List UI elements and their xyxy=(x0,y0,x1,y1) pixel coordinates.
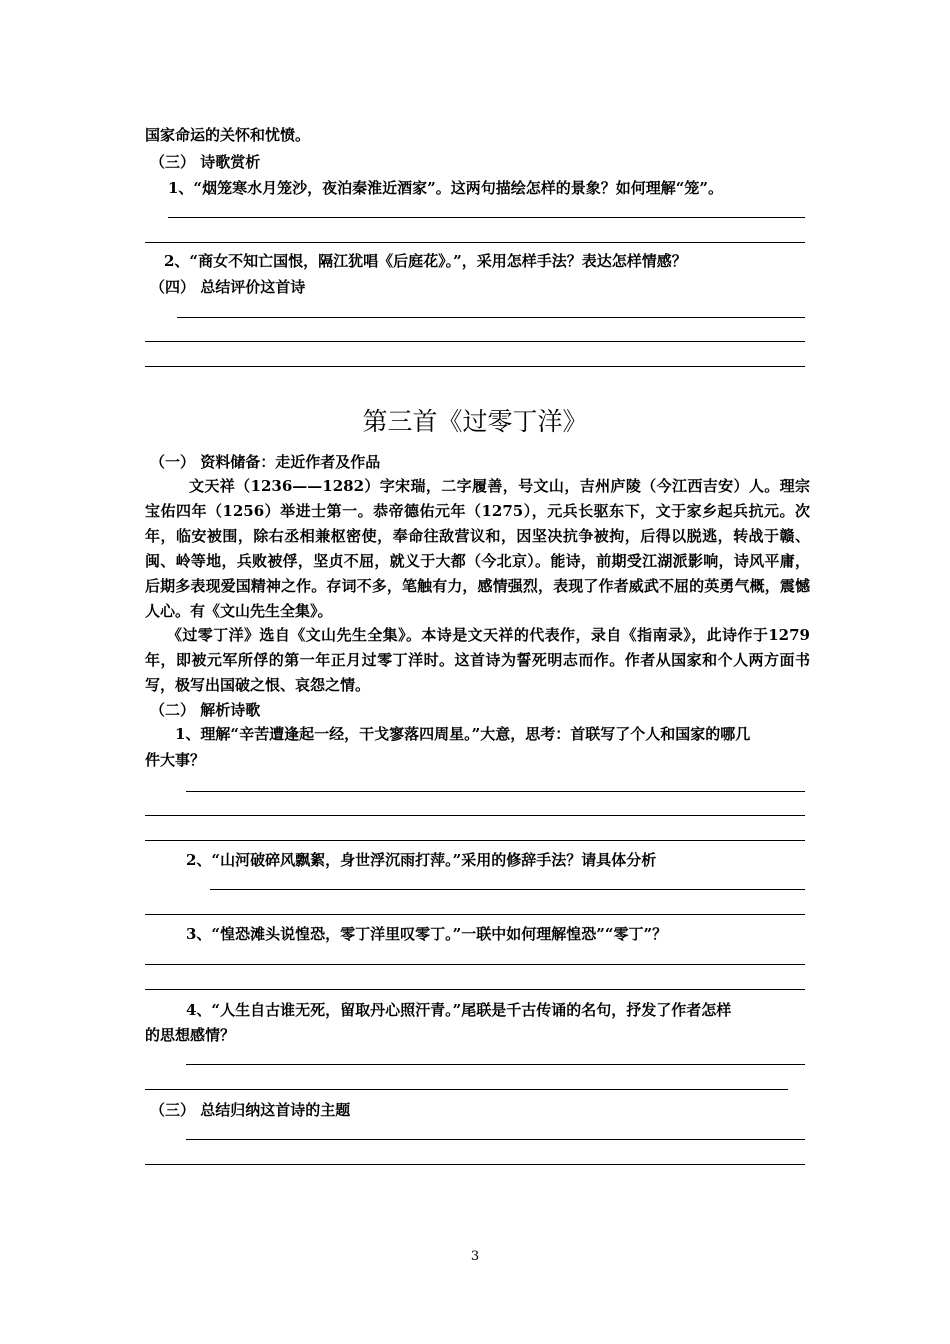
section-heading-materials: （一） 资料储备：走近作者及作品 xyxy=(150,453,381,471)
answer-line[interactable] xyxy=(145,815,805,816)
answer-line[interactable] xyxy=(145,341,805,342)
section-heading-theme: （三） 总结归纳这首诗的主题 xyxy=(150,1101,351,1119)
continuation-text: 国家命运的关怀和忧愤。 xyxy=(145,126,311,144)
answer-line[interactable] xyxy=(186,791,805,792)
answer-line[interactable] xyxy=(186,1139,805,1140)
poem-intro-paragraph: 《过零丁洋》选自《文山先生全集》。本诗是文天祥的代表作，录自《指南录》，此诗作于1279年，即被元军所俘的第一年正月过零丁洋时。这首诗为誓死明志而作。作者从国家和个人两方面书写，极写出国破之恨、哀怨之情。 xyxy=(145,626,810,694)
answer-line[interactable] xyxy=(145,964,805,965)
author-bio-paragraph: 文天祥（1236——1282）字宋瑞，二字履善，号文山，吉州庐陵（今江西吉安）人。理宗宝佑四年（1256）举进士第一。恭帝德佑元年（1275），元兵长驱东下，文于家乡起兵抗元。次年，临安被围，除右丞相兼枢密使，奉命往敌营议和，因坚决抗争被拘，后得以脱逃，转战于赣、闽、岭等地，兵败被俘，坚贞不屈，就义于大都（今北京）。能诗，前期受江湖派影响，诗风平庸，后期多表现爱国精神之作。存词不多，笔触有力，感情强烈，表现了作者威武不屈的英勇气概，震憾人心。有《文山先生全集》。 xyxy=(145,477,810,620)
answer-line[interactable] xyxy=(210,889,805,890)
answer-line[interactable] xyxy=(145,914,805,915)
answer-line[interactable] xyxy=(145,366,805,367)
answer-line[interactable] xyxy=(145,840,805,841)
question-4-line2: 的思想感情？ xyxy=(145,1026,236,1044)
answer-line[interactable] xyxy=(177,317,805,318)
answer-line[interactable] xyxy=(186,1064,805,1065)
answer-line[interactable] xyxy=(145,1164,805,1165)
answer-line[interactable] xyxy=(145,242,805,243)
question-1-line2: 件大事？ xyxy=(145,751,206,769)
answer-line[interactable] xyxy=(145,989,805,990)
page-number: 3 xyxy=(470,1249,480,1264)
question-2: 2、“商女不知亡国恨，隔江犹唱《后庭花》。”，采用怎样手法？表达怎样情感？ xyxy=(164,252,687,270)
question-2: 2、“山河破碎风飘絮，身世浮沉雨打萍。”采用的修辞手法？请具体分析 xyxy=(186,851,657,869)
section-heading-appreciation: （三） 诗歌赏析 xyxy=(150,153,261,171)
question-1: 1、“烟笼寒水月笼沙，夜泊秦淮近酒家”。这两句描绘怎样的景象？如何理解“笼”。 xyxy=(168,179,723,197)
poem-title: 第三首《过零丁洋》 xyxy=(362,407,588,436)
answer-line[interactable] xyxy=(168,217,805,218)
section-heading-analysis: （二） 解析诗歌 xyxy=(150,701,261,719)
question-4-line1: 4、“人生自古谁无死，留取丹心照汗青。”尾联是千古传诵的名句，抒发了作者怎样 xyxy=(186,1001,732,1019)
section-heading-summary: （四） 总结评价这首诗 xyxy=(150,278,306,296)
answer-line[interactable] xyxy=(145,1089,788,1090)
question-3: 3、“惶恐滩头说惶恐，零丁洋里叹零丁。”一联中如何理解惶恐”“零丁”？ xyxy=(186,925,668,943)
question-1-line1: 1、理解“辛苦遭逢起一经，干戈寥落四周星。”大意，思考：首联写了个人和国家的哪几 xyxy=(175,725,751,743)
